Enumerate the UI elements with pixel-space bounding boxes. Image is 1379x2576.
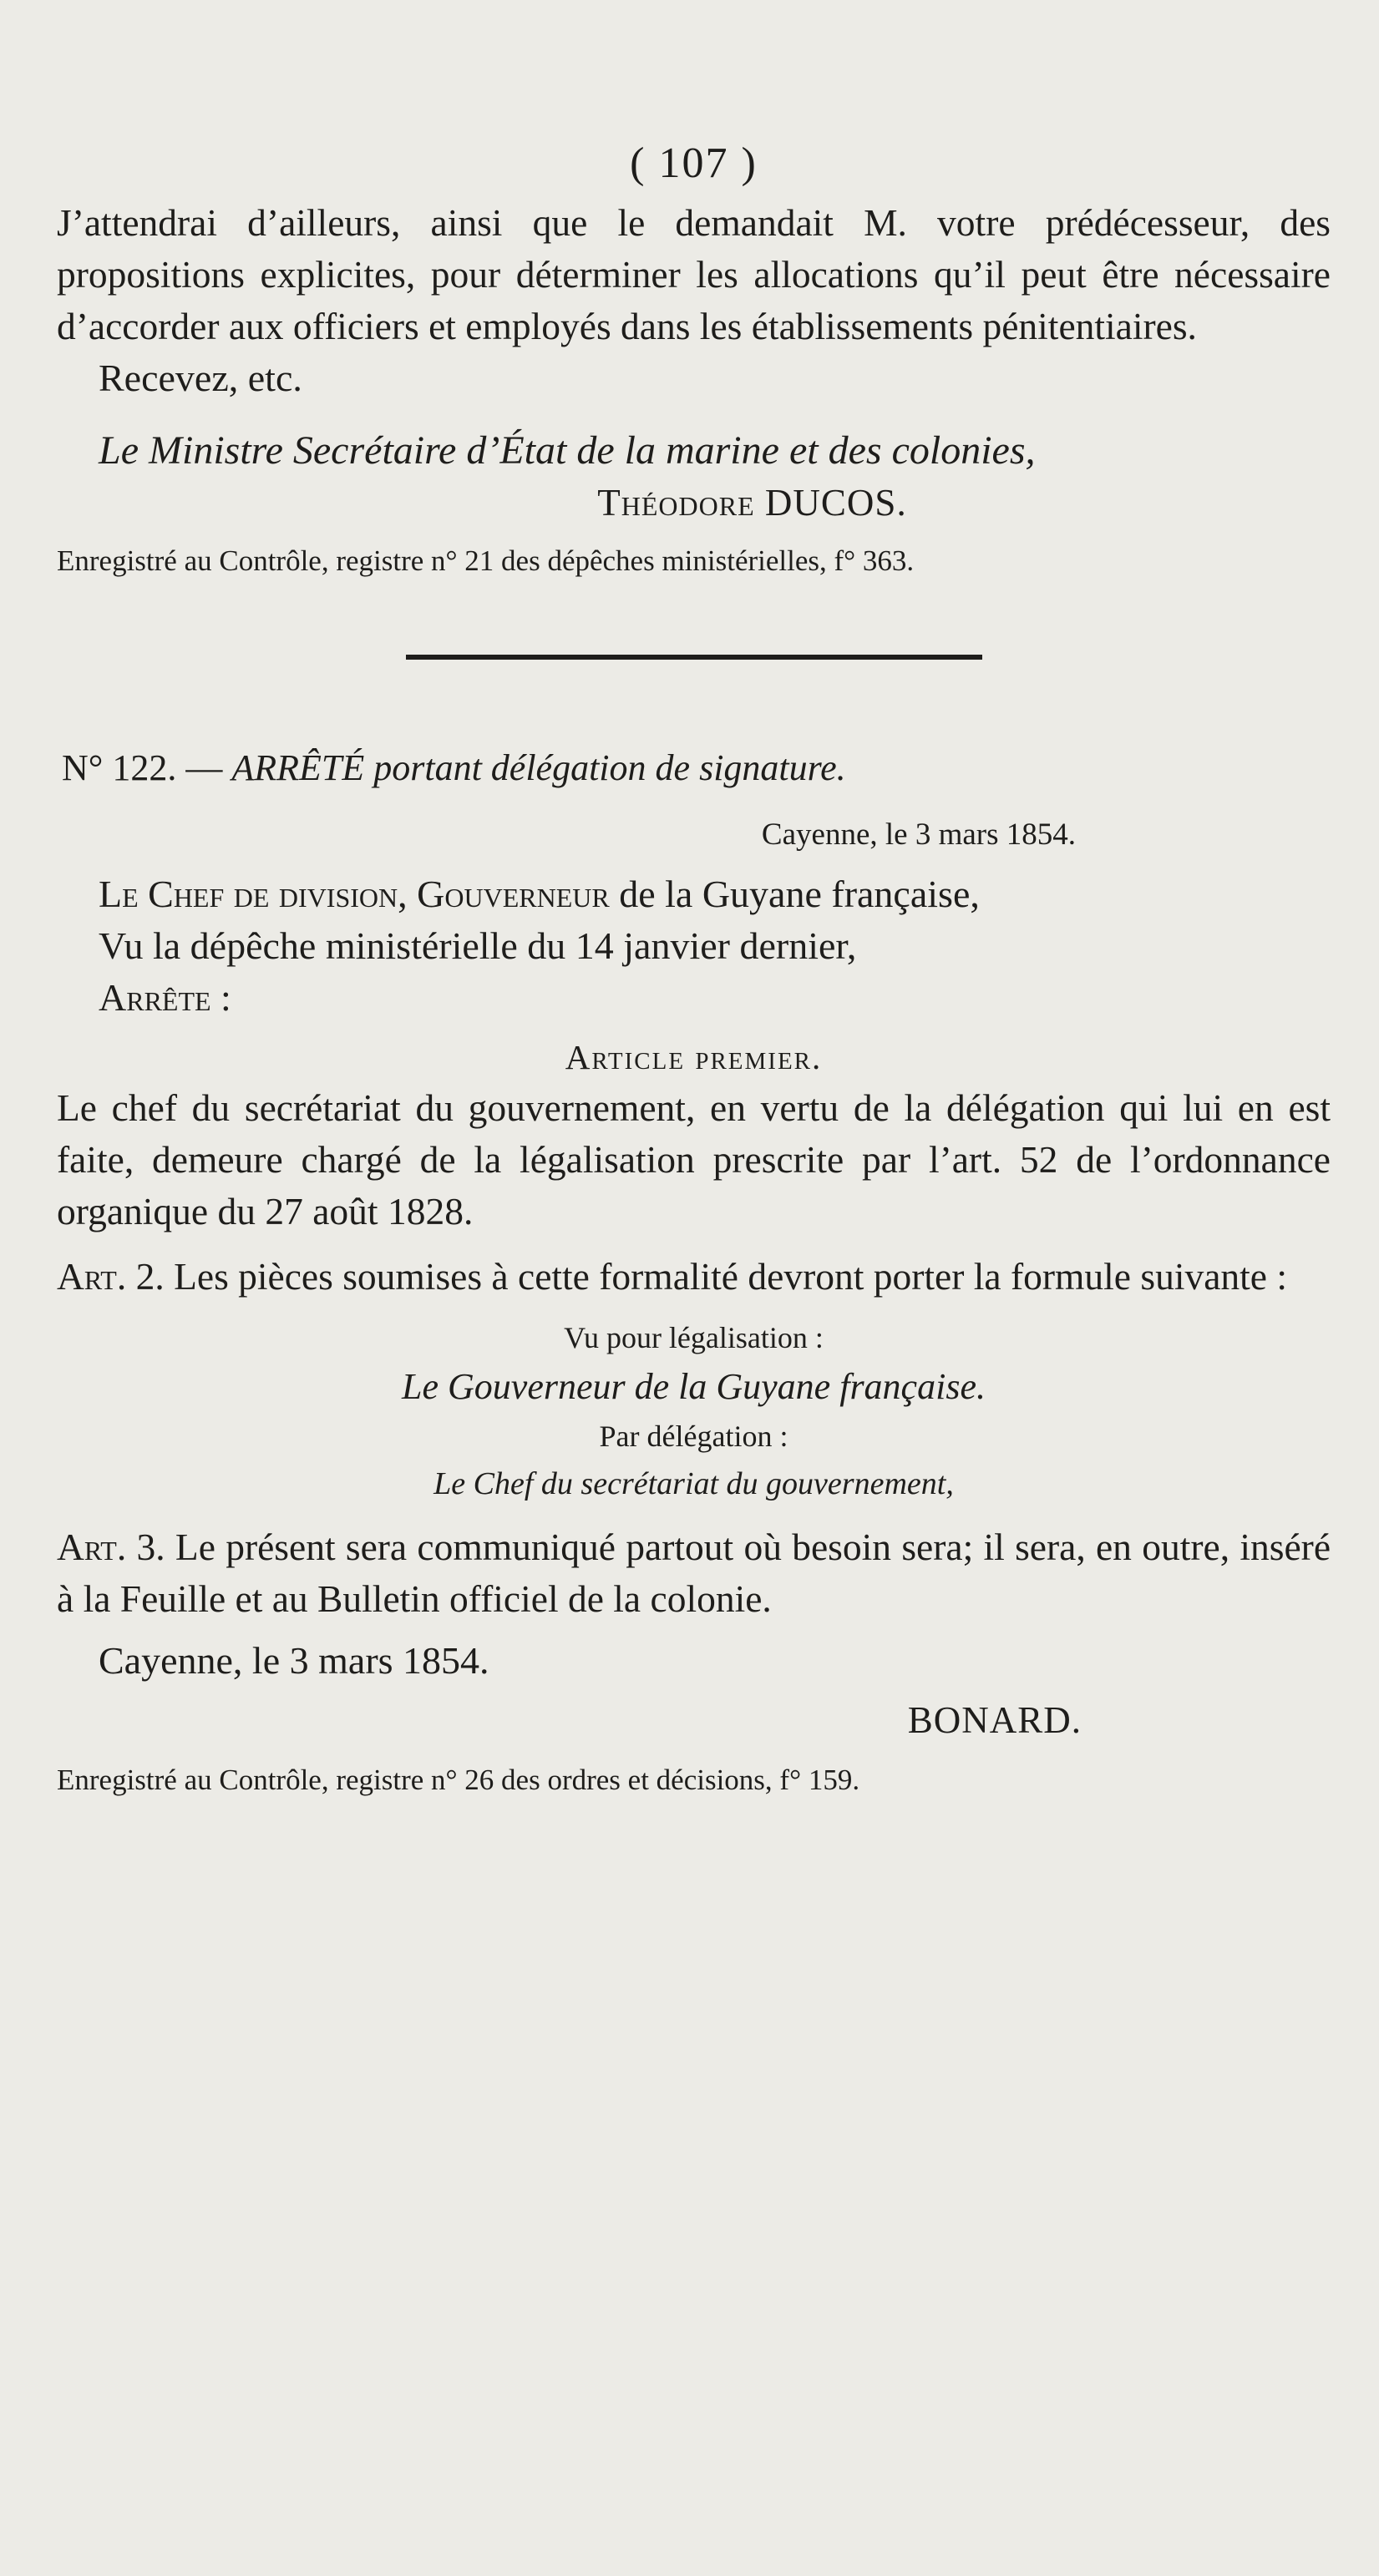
closing-formula: Recevez, etc.: [99, 357, 302, 399]
visa-line: Vu la dépêche ministérielle du 14 janvier dernier,: [99, 924, 857, 967]
authority-role: Gouverneur: [417, 873, 610, 915]
signatory-first-name: Théodore: [597, 482, 755, 524]
signatory-last-name: DUCOS.: [764, 482, 907, 524]
article-3-text: Le présent sera communiqué partout où besoin sera; il sera, en outre, inséré à la Feuille et au Bulletin officiel de la colonie.: [57, 1526, 1331, 1620]
article-2-text: Les pièces soumises à cette formalité devront porter la formule suivante :: [174, 1255, 1288, 1298]
article-heading: Article premier.: [565, 1038, 823, 1076]
formula-line-1: Vu pour légalisation :: [564, 1321, 824, 1354]
signature: BONARD.: [907, 1699, 1082, 1741]
signatory-title: Le Ministre Secrétaire d’État de la marine et des colonies,: [99, 428, 1036, 473]
article-3-label: Art. 3.: [57, 1526, 165, 1568]
authority-separator: ,: [398, 873, 408, 915]
article-3: [57, 1521, 1331, 1625]
register-note-orders: Enregistré au Contrôle, registre n° 26 des ordres et décisions, f° 159.: [57, 1764, 860, 1796]
formula-line-2: Le Gouverneur de la Guyane française.: [402, 1366, 986, 1407]
closing-date: Cayenne, le 3 mars 1854.: [99, 1639, 489, 1682]
article-2-label: Art. 2.: [57, 1255, 165, 1298]
article-1-text: Le chef du secrétariat du gouvernement, en vertu de la délégation qui lui en est faite, demeure chargé de la légalisation prescrite par l’art. 52 de l’ordonnance organique du 27 août 1828.: [57, 1086, 1331, 1232]
arrete-number: N° 122. —: [62, 747, 223, 788]
intro-paragraph: J’attendrai d’ailleurs, ainsi que le demandait M. votre prédécesseur, des propositions explicites, pour déterminer les allocations qu’il peut être nécessaire d’accorder aux officiers et employés dans les établissements pénitentiaires.: [57, 201, 1331, 347]
formula-line-4: Le Chef du secrétariat du gouvernement,: [433, 1466, 954, 1501]
register-note-ministerial: Enregistré au Contrôle, registre n° 21 des dépêches ministérielles, f° 363.: [57, 544, 915, 577]
authority-line: [57, 868, 1331, 920]
signatory-name: [57, 478, 1331, 528]
arrete-place-date: Cayenne, le 3 mars 1854.: [761, 817, 1076, 852]
section-divider: [406, 655, 982, 660]
formula-line-3: Par délégation :: [599, 1420, 788, 1453]
article-2: [57, 1251, 1331, 1303]
page-number: ( 107 ): [630, 139, 758, 187]
authority-rest: de la Guyane française,: [619, 873, 980, 915]
authority-lead: Le Chef de division: [99, 873, 398, 915]
arrete-title-text: ARRÊTÉ portant délégation de signature.: [231, 747, 846, 788]
arrete-label: Arrête :: [99, 976, 231, 1019]
arrete-title: [57, 743, 1331, 793]
